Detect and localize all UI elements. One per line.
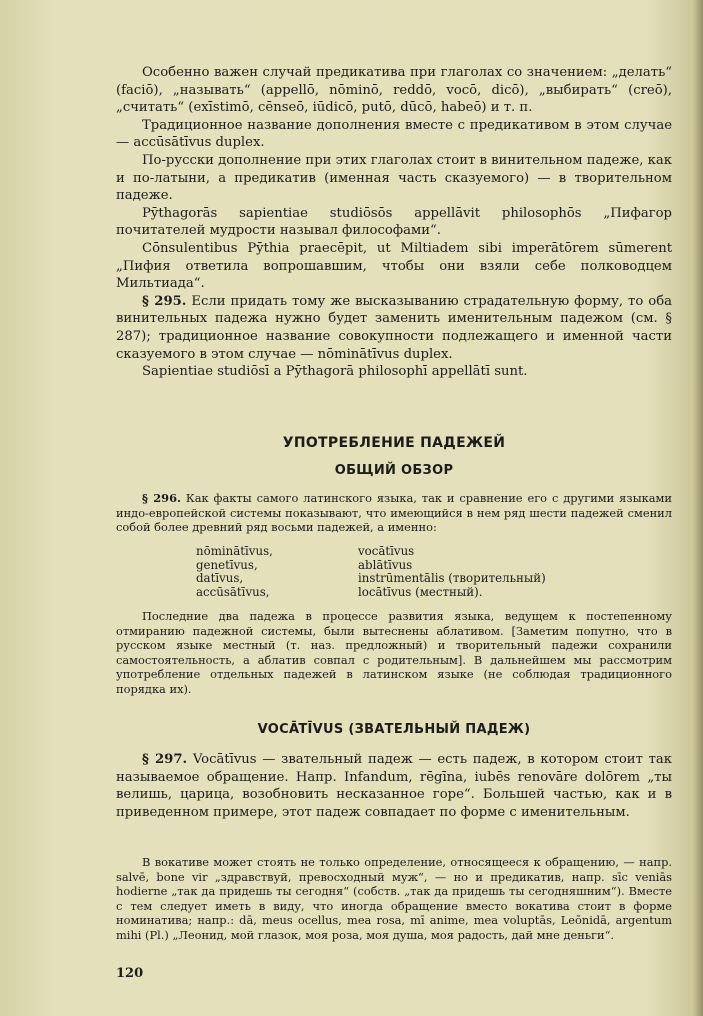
section-296-paragraph [116, 491, 672, 535]
section-297-text: Vocātīvus — звательный падеж — есть падеж, в котором стоит так называемое обращение. Напр. Infandum, rēgīna, iubēs renovāre dolōrem „ты велишь, царица, возобновить несказанное горе“. Большей частью, как и в приведенном примере, этот падеж совпадает по форме с именительным. [116, 752, 672, 820]
example-sapientiae: Sapientiae studiōsī a Pȳthagorā philosophī appellātī sunt. [142, 364, 528, 380]
section-296-text: Как факты самого латинского языка, так и сравнение его с другими языками индо-европейской системы показывают, что имеющийся в нем ряд шести падежей сменил собой более древний ряд восьми падежей, а именно: [116, 491, 673, 534]
intro-block [116, 64, 672, 381]
case-left: accūsātīvus, [196, 584, 270, 599]
paragraph-predicative: Особенно важен случай предикатива при глаголах со значением: „делать“ (faciō), „называть“ (appellō, nōminō, reddō, vocō, dicō), „выбирать“ (creō), „считать“ (exīstimō, cēnseō, iūdicō, putō, dūcō, habeō) и т. п. [116, 65, 672, 116]
section-295 [116, 293, 672, 363]
section-295-number: § 295. [142, 293, 187, 309]
page-number: 120 [116, 966, 144, 981]
section-297-paragraph [116, 751, 672, 821]
section-296-note [116, 609, 672, 696]
section-297-number: § 297. [142, 752, 188, 767]
case-right: vocātīvus [358, 544, 415, 558]
paragraph-russian-usage: По-русски дополнение при этих глаголах стоит в винительном падеже, как и по-латыни, а предикатив (именная часть сказуемого) — в творительном падеже. [116, 152, 672, 204]
section-296 [116, 491, 672, 535]
section-297-note [116, 855, 672, 942]
heading-case-usage: УПОТРЕБЛЕНИЕ ПАДЕЖЕЙ [282, 435, 506, 451]
case-right: locātīvus (местный). [358, 584, 483, 599]
case-row [196, 559, 616, 573]
case-left: genetīvus, [196, 557, 258, 572]
case-row [196, 545, 616, 559]
section-297-note-text: В вокативе может стоять не только определение, относящееся к обращению, — напр. salvē, bone vir „здравствуй, превосходный муж“, — но и предикатив, напр. sīc veniās hodierne „так да придешь ты сегодня“ (собств. „так да придешь ты сегодняшним“). Вместе с тем следует иметь в виду, что иногда обращение вместо вокатива стоит в форме номинатива; напр.: dā, meus ocellus, mea rosa, mī anime, mea voluptās, Leōnidā, argentum mihi (Pl.) „Леонид, мой глазок, моя роза, моя душа, моя радость, дай мне деньги“. [116, 855, 672, 942]
heading-vocative: VOCĀTĪVUS (ЗВАТЕЛЬНЫЙ ПАДЕЖ) [257, 722, 531, 737]
case-right: instrūmentālis (творительный) [358, 571, 546, 586]
case-row [196, 572, 616, 586]
section-297 [116, 751, 672, 821]
section-295-text: Если придать тому же высказыванию страдательную форму, то оба винительных падежа нужно будет заменить именительным падежом (см. § 287); традиционное название совокупности подлежащего и именной части сказуемого в этом случае — nōminātīvus duplex. [116, 293, 672, 362]
case-left: nōminātīvus, [196, 544, 273, 558]
heading-overview: ОБЩИЙ ОБЗОР [334, 463, 454, 478]
paragraph-accusativus-duplex: Традиционное название дополнения вместе с предикативом в этом случае — accūsātīvus duplex. [116, 117, 672, 151]
case-right: ablātīvus [358, 557, 413, 572]
page-edge-shadow [693, 0, 703, 1016]
section-296-number: § 296. [142, 491, 181, 505]
case-left: datīvus, [196, 571, 244, 586]
section-296-note-text: Последние два падежа в процессе развития языка, ведущем к постепенному отмиранию падежной системы, были вытеснены аблативом. [Заметим попутно, что в русском языке местный (т. наз. предложный) и творительный падежи сохранили самостоятельность, а аблатив совпал с родительным]. В дальнейшем мы рассмотрим употребление отдельных падежей в латинском языке (не соблюдая традиционного порядка их). [116, 609, 672, 696]
case-row [196, 586, 616, 600]
case-list [196, 545, 616, 599]
example-pythia: Cōnsulentibus Pȳthia praecēpit, ut Miltiadem sibi imperātōrem sūmerent „Пифия ответила вопрошавшим, чтобы они взяли себе полководцем Мильтиада“. [116, 240, 672, 292]
example-pythagoras: Pȳthagorās sapientiae studiōsōs appellāvit philosophōs „Пифагор почитателей мудрости называл философами“. [116, 205, 672, 239]
